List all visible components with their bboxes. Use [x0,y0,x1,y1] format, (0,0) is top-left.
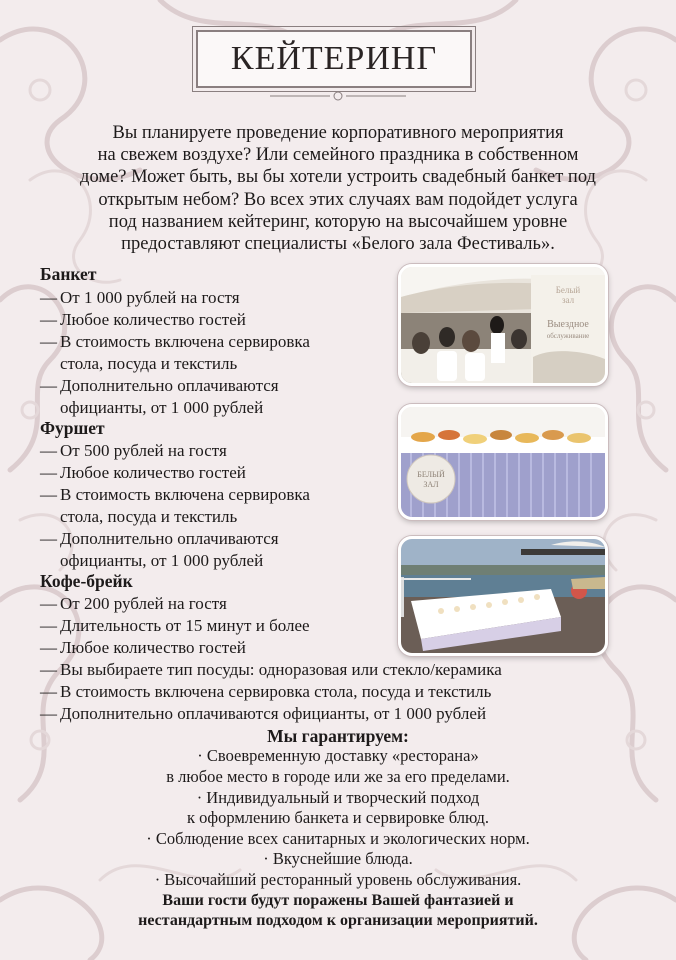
list-item [40,440,227,462]
list-item-text: Вы выбираете тип посуды: одноразовая или стекло/керамика [60,660,502,679]
guarantee-line: · Вкуснейшие блюда. [263,849,413,868]
closing-line: Ваши гости будут поражены Вашей фантазией и [162,892,514,909]
list-item [40,593,227,615]
list-item [40,375,279,397]
list-item-text: Любое количество гостей [60,638,246,657]
dash-mark: — [40,529,57,548]
intro-paragraph [50,122,626,255]
banner-text: зал [561,295,575,305]
dash-mark: — [40,441,57,460]
list-item-text: От 200 рублей на гостя [60,594,227,613]
list-item [40,528,279,550]
guarantee-line: · Индивидуальный и творческий подход [196,788,480,807]
intro-line: открытым небом? Во всех этих случаях вам подойдет услуга [98,189,578,210]
list-item [40,703,486,725]
dash-mark: — [40,638,57,657]
dash-mark: — [40,332,57,351]
dash-mark: — [40,288,57,307]
intro-line: на свежем воздухе? Или семейного праздника в собственном [97,145,579,166]
dash-mark: — [40,660,57,679]
guarantee-line: · Своевременную доставку «ресторана» [197,746,479,765]
section-title-banquet: Банкет [40,264,97,284]
list-item-continuation: стола, посуда и текстиль [60,507,238,526]
list-item [40,659,502,681]
list-item-text: От 1 000 рублей на гостя [60,288,240,307]
list-item [40,331,310,353]
dash-mark: — [40,682,57,701]
list-item-text: Дополнительно оплачиваются [60,376,279,395]
list-item-text: В стоимость включена сервировка [60,332,310,351]
banner-text: Выездное [547,319,589,330]
guarantee-line: в любое место в городе или же за его пределами. [166,767,510,786]
guarantee-line: · Высочайший ресторанный уровень обслуживания. [154,870,522,889]
guarantee-line: · Соблюдение всех санитарных и экологических норм. [146,829,530,848]
list-item-text: От 500 рублей на гостя [60,441,227,460]
buffet-photo [398,404,608,520]
dash-mark: — [40,376,57,395]
guarantee-line: к оформлению банкета и сервировке блюд. [186,808,490,827]
list-item-continuation: официанты, от 1 000 рублей [60,398,264,417]
list-item [40,615,310,637]
title-flourish [270,90,406,102]
list-item-continuation: официанты, от 1 000 рублей [60,551,264,570]
intro-line: предоставляют специалисты «Белого зала Фестиваль». [121,234,555,255]
dash-mark: — [40,463,57,482]
list-item-text: Дополнительно оплачиваются [60,529,279,548]
list-item-text: В стоимость включена сервировка стола, посуда и текстиль [60,682,492,701]
dash-mark: — [40,594,57,613]
list-item-text: В стоимость включена сервировка [60,485,310,504]
dash-mark: — [40,616,57,635]
banquet-photo [398,264,608,386]
list-item [40,287,240,309]
section-title-buffet: Фуршет [40,418,105,438]
dash-mark: — [40,704,57,723]
coffee-break-photo [398,536,608,656]
list-item [40,681,491,703]
banner-text: БЕЛЫЙ [417,470,445,479]
list-item [40,637,246,659]
banner-text: Белый [555,285,581,295]
list-item-text: Дополнительно оплачиваются официанты, от 1 000 рублей [60,704,487,723]
guarantee-title: Мы гарантируем: [267,726,409,746]
list-item-text: Любое количество гостей [60,310,246,329]
intro-line: под названием кейтеринг, которую на высочайшем уровне [108,211,568,232]
list-item [40,484,310,506]
list-item [40,309,246,331]
list-item-text: Длительность от 15 минут и более [60,616,310,635]
closing-line: нестандартным подходом к организации мероприятий. [138,912,538,929]
page-title: КЕЙТЕРИНГ [230,40,438,77]
banner-text: обслуживание [546,332,590,340]
intro-line: доме? Может быть, вы бы хотели устроить свадебный банкет под [80,167,596,188]
list-item [40,462,246,484]
banner-text: ЗАЛ [423,480,439,489]
intro-line: Вы планируете проведение корпоративного мероприятия [112,123,564,143]
dash-mark: — [40,485,57,504]
list-item-continuation: стола, посуда и текстиль [60,354,238,373]
list-item-text: Любое количество гостей [60,463,246,482]
section-title-coffee-break: Кофе-брейк [40,571,133,591]
dash-mark: — [40,310,57,329]
